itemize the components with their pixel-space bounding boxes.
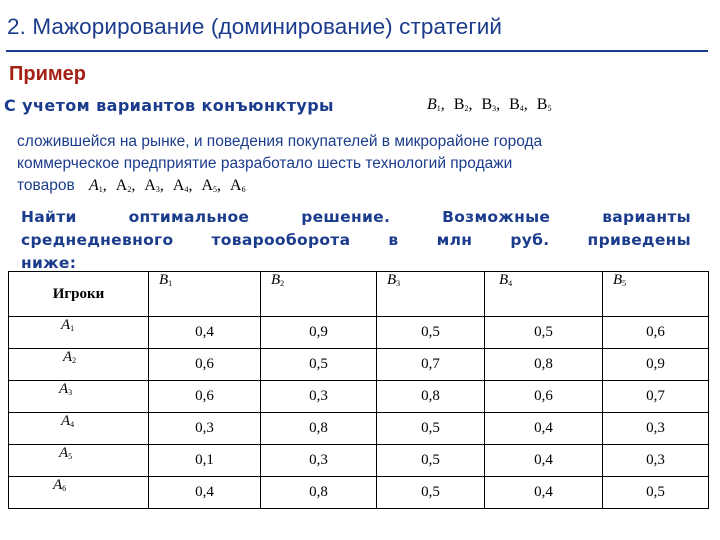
market-states-sequence [427,96,551,114]
column-header-letter: B [613,272,623,288]
symbol-letter: A [89,177,99,194]
symbol-letter: A [115,177,128,194]
symbol-item [116,177,132,194]
column-header-cell [485,272,603,317]
column-header-subscript: 4 [508,279,513,288]
row-header-cell [9,477,149,509]
value-cell: 0,6 [485,381,603,413]
value-cell: 0,5 [603,477,709,509]
value-cell: 0,6 [603,317,709,349]
row-header-letter: A [63,349,73,365]
row-header-cell [9,349,149,381]
task-line: Найти оптимальное решение. Возможные варианты [21,208,691,226]
symbol-item [509,96,524,113]
value-cell: 0,4 [485,413,603,445]
symbol-item [144,177,160,194]
symbol-subscript: 2 [127,185,132,194]
column-header-subscript: 3 [396,279,401,288]
row-header-subscript: 3 [68,388,73,397]
symbol-subscript: 2 [464,104,469,113]
symbol-subscript: 3 [492,104,497,113]
payoff-table [8,271,709,509]
column-header-subscript: 1 [168,279,173,288]
symbol-letter: A [230,177,242,194]
strategies-sequence [89,177,246,195]
column-header-letter: B [499,272,509,288]
row-header-letter: A [53,477,63,493]
table-row [9,413,709,445]
row-header-cell [9,445,149,477]
task-statement [21,206,691,275]
symbol-letter: A [201,177,214,194]
value-cell: 0,3 [261,445,377,477]
symbol-subscript: 5 [213,185,218,194]
symbol-item [454,96,469,113]
table-row [9,317,709,349]
value-cell: 0,4 [149,477,261,509]
symbol-item [537,96,552,113]
value-cell: 0,4 [485,477,603,509]
value-cell: 0,6 [149,381,261,413]
separator: , [468,96,473,113]
value-cell: 0,1 [149,445,261,477]
table-row [9,349,709,381]
title-divider [6,50,708,52]
value-cell: 0,9 [603,349,709,381]
value-cell: 0,5 [377,317,485,349]
market-conditions-label: С учетом вариантов конъюнктуры [4,96,334,115]
value-cell: 0,8 [485,349,603,381]
symbol-subscript: 5 [547,104,552,113]
symbol-letter: B [536,96,548,113]
column-header-subscript: 5 [622,279,627,288]
symbol-item [173,177,189,194]
symbol-letter: B [509,96,520,113]
symbol-letter: B [481,96,493,113]
column-header-cell [261,272,377,317]
symbol-letter: A [144,177,156,194]
separator: , [217,177,222,194]
value-cell: 0,3 [261,381,377,413]
value-cell: 0,4 [485,445,603,477]
description-line: товаров [17,177,75,194]
symbol-item [201,177,217,194]
players-header-cell: Игроки [9,272,149,317]
symbol-item [89,177,103,194]
value-cell: 0,8 [377,381,485,413]
row-header-subscript: 5 [68,452,73,461]
value-cell: 0,6 [149,349,261,381]
separator: , [159,177,164,194]
task-line: среднедневного товарооборота в млн руб. приведены [21,231,691,249]
page-title: 2. Мажорирование (доминирование) стратегий [7,14,503,39]
table-row [9,477,709,509]
column-header-letter: B [159,272,169,288]
value-cell: 0,7 [377,349,485,381]
column-header-subscript: 2 [280,279,285,288]
value-cell: 0,3 [603,445,709,477]
table-header-row [9,272,709,317]
row-header-letter: A [61,317,71,333]
symbol-subscript: 1 [98,185,103,194]
description-line: сложившейся на рынке, и поведения покупателей в микрорайоне города [17,133,543,150]
symbol-item [230,177,246,194]
value-cell: 0,5 [377,445,485,477]
column-header-cell [149,272,261,317]
value-cell: 0,5 [377,477,485,509]
row-header-subscript: 1 [70,324,75,333]
table-row [9,445,709,477]
value-cell: 0,5 [485,317,603,349]
separator: , [131,177,136,194]
value-cell: 0,5 [261,349,377,381]
value-cell: 0,7 [603,381,709,413]
value-cell: 0,8 [261,413,377,445]
value-cell: 0,3 [149,413,261,445]
symbol-item [481,96,496,113]
column-header-letter: B [387,272,397,288]
separator: , [496,96,501,113]
row-header-subscript: 2 [72,356,77,365]
task-line: ниже: [21,254,77,272]
row-header-subscript: 4 [70,420,75,429]
symbol-subscript: 4 [184,185,189,194]
row-header-subscript: 6 [62,484,67,493]
symbol-subscript: 3 [155,185,160,194]
separator: , [102,177,107,194]
column-header-letter: B [271,272,281,288]
description-line: коммерческое предприятие разработало шесть технологий продажи [17,155,513,172]
symbol-letter: B [453,96,465,113]
row-header-cell [9,413,149,445]
symbol-subscript: 6 [241,185,246,194]
symbol-letter: A [172,177,185,194]
symbol-subscript: 1 [436,104,441,113]
separator: , [523,96,528,113]
separator: , [188,177,193,194]
value-cell: 0,5 [377,413,485,445]
column-header-cell [603,272,709,317]
column-header-cell [377,272,485,317]
row-header-letter: A [59,381,69,397]
table-row [9,381,709,413]
row-header-cell [9,381,149,413]
symbol-letter: B [427,96,437,113]
value-cell: 0,9 [261,317,377,349]
separator: , [440,96,445,113]
row-header-letter: A [59,445,69,461]
value-cell: 0,8 [261,477,377,509]
value-cell: 0,3 [603,413,709,445]
value-cell: 0,4 [149,317,261,349]
row-header-cell [9,317,149,349]
symbol-item [427,96,441,113]
row-header-letter: A [61,413,71,429]
symbol-subscript: 4 [519,104,524,113]
example-heading: Пример [9,63,87,85]
